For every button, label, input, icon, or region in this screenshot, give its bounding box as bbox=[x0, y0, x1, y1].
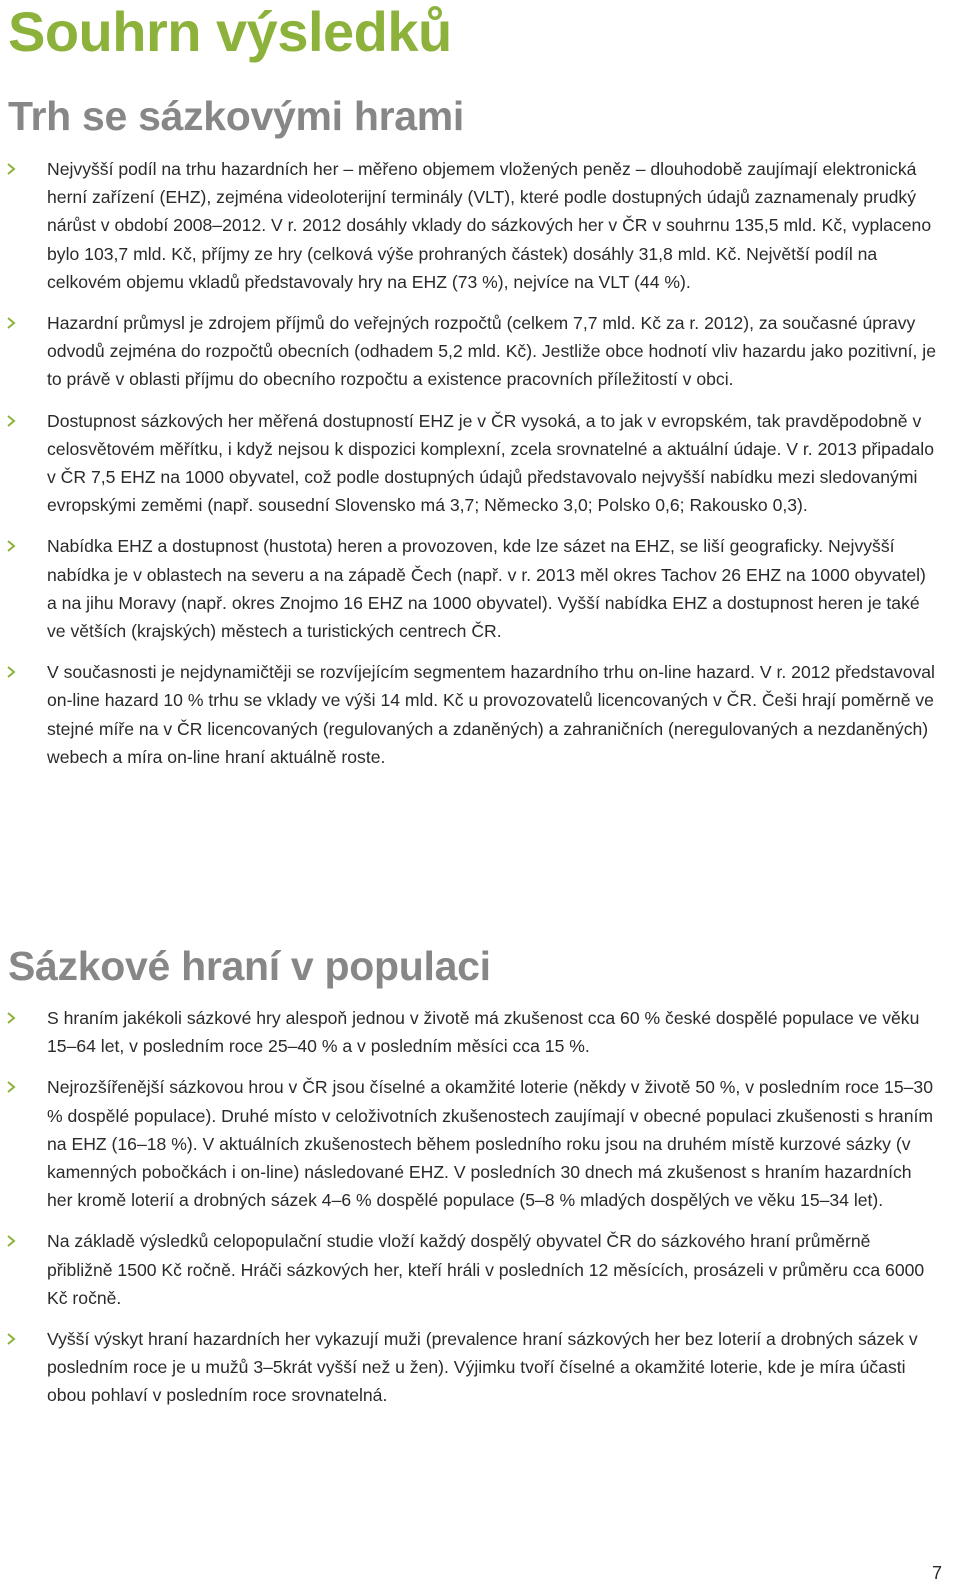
list-item bbox=[0, 658, 960, 771]
section-heading-population: Sázkové hraní v populaci bbox=[8, 943, 491, 989]
bullet-text: Nejrozšířenější sázkovou hrou v ČR jsou číselné a okamžité loterie (někdy v životě 50 %, v posledním roce 15–30 % dospělé populace). Druhé místo v celoživotních zkušenostech zaujímají v obecné populaci zkušenosti s hraním na EHZ (16–18 %). V aktuálních zkušenostech během posledního roku jsou na druhém místě kurzové sázky (v kamenných pobočkách i on-line) následované EHZ. V posledních 30 dnech má zkušenost s hraním hazardních her kromě loterií a drobných sázek 4–6 % dospělé populace (5–8 % mladých dospělých ve věku 15–34 let). bbox=[47, 1077, 934, 1211]
chevron-right-icon bbox=[6, 163, 16, 175]
list-item bbox=[0, 1073, 960, 1214]
bullet-text: Hazardní průmysl je zdrojem příjmů do veřejných rozpočtů (celkem 7,7 mld. Kč za r. 2012), za současné úpravy odvodů zejména do rozpočtů obecních (odhadem 5,2 mld. Kč). Jestliže obce hodnotí vliv hazardu jako pozitivní, je to právě v oblasti příjmu do obecního rozpočtu a existence pracovních příležitostí v obci. bbox=[47, 313, 936, 390]
chevron-right-icon bbox=[6, 317, 16, 329]
chevron-right-icon bbox=[6, 1333, 16, 1345]
bullet-text: Vyšší výskyt hraní hazardních her vykazují muži (prevalence hraní sázkových her bez loterií a drobných sázek v posledním roce je u mužů 3–5krát vyšší než u žen). Výjimku tvoří číselné a okamžité loterie, kde je míra účasti obou pohlaví v posledním roce srovnatelná. bbox=[47, 1329, 918, 1406]
section-heading-market: Trh se sázkovými hrami bbox=[8, 93, 465, 139]
list-item bbox=[0, 155, 960, 296]
page-title: Souhrn výsledků bbox=[8, 0, 452, 63]
bullet-list-market bbox=[0, 155, 960, 784]
bullet-text: Na základě výsledků celopopulační studie vloží každý dospělý obyvatel ČR do sázkového hraní průměrně přibližně 1500 Kč ročně. Hráči sázkových her, kteří hráli v posledních 12 měsících, prosázeli v průměru cca 6000 Kč ročně. bbox=[47, 1231, 925, 1308]
list-item bbox=[0, 309, 960, 394]
bullet-text: Nejvyšší podíl na trhu hazardních her – měřeno objemem vložených peněz – dlouhodobě zaujímají elektronická herní zařízení (EHZ), zejména videoloterijní terminály (VLT), které podle dostupných údajů zaznamenaly prudký nárůst v období 2008–2012. V r. 2012 dosáhly vklady do sázkových her v ČR v souhrnu 135,5 mld. Kč, vyplaceno bylo 103,7 mld. Kč, příjmy ze hry (celková výše prohraných částek) dosáhly 31,8 mld. Kč. Největší podíl na celkovém objemu vkladů představovaly hry na EHZ (73 %), nejvíce na VLT (44 %). bbox=[47, 159, 932, 292]
list-item bbox=[0, 1227, 960, 1312]
chevron-right-icon bbox=[6, 1012, 16, 1024]
list-item bbox=[0, 532, 960, 645]
bullet-text: Nabídka EHZ a dostupnost (hustota) heren a provozoven, kde lze sázet na EHZ, se liší geograficky. Nejvyšší nabídka je v oblastech na severu a na západě Čech (např. v r. 2013 měl okres Tachov 26 EHZ na 1000 obyvatel) a na jihu Moravy (např. okres Znojmo 16 EHZ na 1000 obyvatel). Vyšší nabídka EHZ a dostupnost heren je také ve větších (krajských) městech a turistických centrech ČR. bbox=[47, 536, 926, 642]
page-number: 7 bbox=[931, 1563, 942, 1583]
list-item bbox=[0, 1004, 960, 1060]
chevron-right-icon bbox=[6, 1081, 16, 1093]
chevron-right-icon bbox=[6, 1235, 16, 1247]
list-item bbox=[0, 407, 960, 520]
chevron-right-icon bbox=[6, 540, 16, 552]
bullet-text: Dostupnost sázkových her měřená dostupností EHZ je v ČR vysoká, a to jak v evropském, tak pravděpodobně v celosvětovém měřítku, i když nejsou k dispozici komplexní, zcela srovnatelné a aktuální údaje. V r. 2013 připadalo v ČR 7,5 EHZ na 1000 obyvatel, což podle dostupných údajů představovalo nejvyšší nabídku mezi sledovanými evropskými zeměmi (např. sousední Slovensko má 3,7; Německo 3,0; Polsko 0,6; Rakousko 0,3). bbox=[47, 410, 934, 516]
bullet-text: V současnosti je nejdynamičtěji se rozvíjejícím segmentem hazardního trhu on-line hazard. V r. 2012 představoval on-line hazard 10 % trhu se vklady ve výši 14 mld. Kč u provozovatelů licencovaných v ČR. Češi hrají poměrně ve stejné míře na v ČR licencovaných (regulovaných a zdaněných) a zahraničních (neregulovaných a nezdaněných) webech a míra on-line hraní aktuálně roste. bbox=[47, 662, 935, 767]
bullet-text: S hraním jakékoli sázkové hry alespoň jednou v životě má zkušenost cca 60 % české dospělé populace ve věku 15–64 let, v posledním roce 25–40 % a v posledním měsíci cca 15 %. bbox=[47, 1008, 920, 1057]
bullet-list-population bbox=[0, 1004, 960, 1423]
list-item bbox=[0, 1325, 960, 1410]
chevron-right-icon bbox=[6, 415, 16, 427]
chevron-right-icon bbox=[6, 666, 16, 678]
